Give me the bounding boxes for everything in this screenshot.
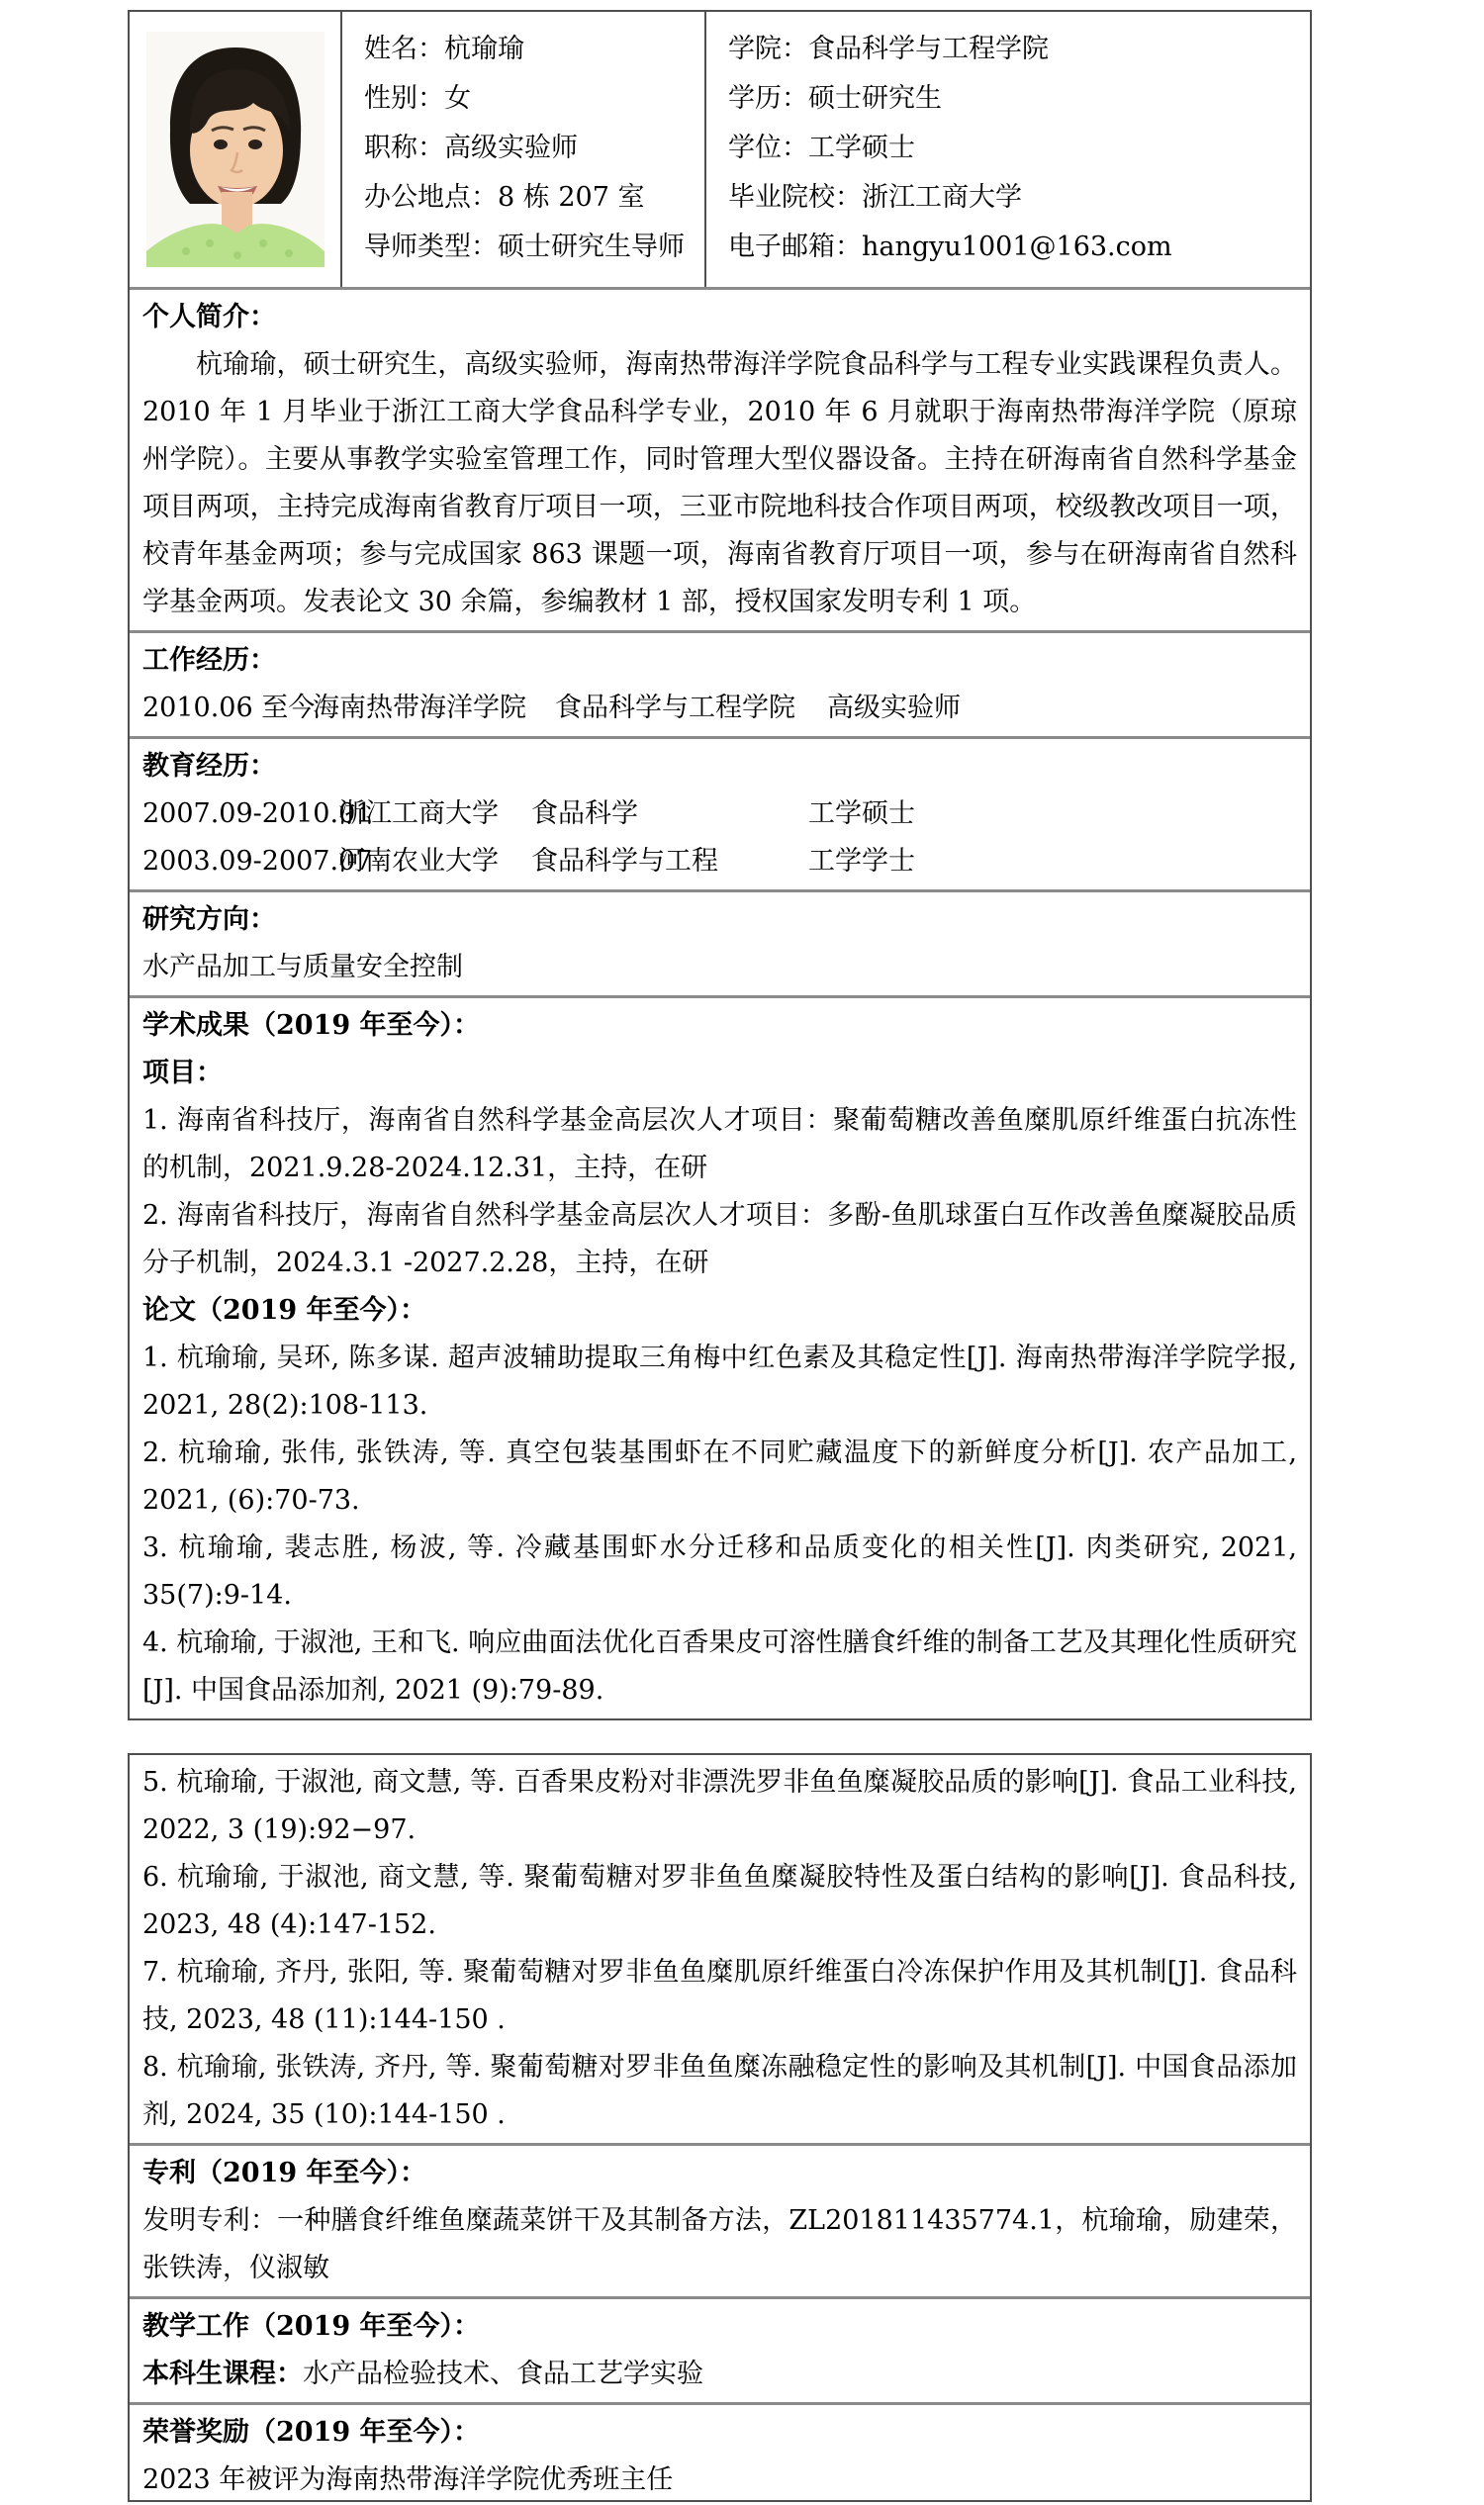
field-college	[728, 25, 1310, 74]
field-name-value: 杭瑜瑜	[444, 34, 524, 64]
section-patents	[130, 2143, 1310, 2296]
section-papers-continued	[130, 1755, 1310, 2143]
profile-photo	[146, 32, 325, 267]
section-title-academic-achievements: 学术成果（2019 年至今）：	[142, 1010, 481, 1041]
paper-item: 3. 杭瑜瑜, 裴志胜, 杨波, 等. 冷藏基围虾水分迁移和品质变化的相关性[J]. 肉类研究, 2021, 35(7):9-14.	[142, 1532, 1297, 1611]
field-alma-mater-value: 浙江工商大学	[862, 182, 1022, 213]
profile-table-page-2	[128, 1753, 1312, 2502]
work-department: 食品科学与工程学院	[555, 693, 795, 723]
education-major: 食品科学与工程	[531, 846, 718, 877]
portrait-photo-illustration	[146, 32, 325, 267]
education-degree: 工学硕士	[808, 798, 915, 829]
research-direction-text: 水产品加工与质量安全控制	[142, 952, 463, 982]
profile-table-page-1	[128, 10, 1312, 1720]
section-title-education-history: 教育经历：	[142, 751, 276, 782]
honor-item: 2023 年被评为海南热带海洋学院优秀班主任	[142, 2464, 674, 2495]
section-teaching-work	[130, 2296, 1310, 2402]
field-email-value: hangyu1001@163.com	[862, 232, 1172, 262]
undergraduate-courses-line	[142, 2351, 1297, 2398]
section-title-teaching-work: 教学工作（2019 年至今）：	[142, 2311, 481, 2342]
section-education-history	[130, 736, 1310, 889]
field-education-level-value: 硕士研究生	[808, 83, 942, 114]
education-school: 河南农业大学	[338, 846, 499, 877]
section-academic-achievements	[130, 995, 1310, 1718]
education-degree: 工学学士	[808, 846, 915, 877]
field-name-label: 姓名：	[364, 34, 444, 64]
project-item: 1. 海南省科技厅，海南省自然科学基金高层次人才项目：聚葡萄糖改善鱼糜肌原纤维蛋白抗冻性的机制，2021.9.28-2024.12.31，主持，在研	[142, 1105, 1297, 1183]
education-time: 2003.09-2007.07	[142, 846, 373, 877]
field-job-title-label: 职称：	[364, 133, 444, 163]
section-title-personal-intro: 个人简介：	[142, 302, 276, 332]
section-research-direction	[130, 889, 1310, 995]
education-major: 食品科学	[531, 798, 638, 829]
work-organization: 海南热带海洋学院	[313, 693, 526, 723]
academic-info-cell	[706, 12, 1310, 287]
field-office-value: 8 栋 207 室	[498, 182, 645, 213]
education-school: 浙江工商大学	[338, 798, 499, 829]
project-item: 2. 海南省科技厅，海南省自然科学基金高层次人才项目：多酚-鱼肌球蛋白互作改善鱼糜凝胶品质分子机制，2024.3.1 -2027.2.28，主持，在研	[142, 1200, 1297, 1278]
education-entry	[142, 790, 1297, 838]
section-honors-awards	[130, 2402, 1310, 2502]
field-education-level	[728, 74, 1310, 124]
field-supervisor-type	[364, 223, 704, 272]
paper-item: 8. 杭瑜瑜, 张铁涛, 齐丹, 等. 聚葡萄糖对罗非鱼鱼糜冻融稳定性的影响及其机制[J]. 中国食品添加剂, 2024, 35 (10):144-150 .	[142, 2052, 1297, 2130]
field-alma-mater	[728, 173, 1310, 223]
field-education-level-label: 学历：	[728, 83, 808, 114]
section-title-honors-awards: 荣誉奖励（2019 年至今）：	[142, 2417, 481, 2448]
patent-item: 发明专利：一种膳食纤维鱼糜蔬菜饼干及其制备方法，ZL201811435774.1，杭瑜瑜，励建荣，张铁涛，仪淑敏	[142, 2205, 1297, 2283]
paper-item: 4. 杭瑜瑜, 于淑池, 王和飞. 响应曲面法优化百香果皮可溶性膳食纤维的制备工艺及其理化性质研究[J]. 中国食品添加剂, 2021 (9):79-89.	[142, 1627, 1297, 1706]
work-experience-entry	[142, 685, 1297, 732]
field-supervisor-type-value: 硕士研究生导师	[498, 232, 685, 262]
field-office	[364, 173, 704, 223]
identity-header-row	[130, 12, 1310, 290]
section-title-work-experience: 工作经历：	[142, 645, 276, 676]
field-email-label: 电子邮箱：	[728, 232, 862, 262]
section-work-experience	[130, 630, 1310, 736]
field-name	[364, 25, 704, 74]
paper-item: 7. 杭瑜瑜, 齐丹, 张阳, 等. 聚葡萄糖对罗非鱼鱼糜肌原纤维蛋白冷冻保护作用及其机制[J]. 食品科技, 2023, 48 (11):144-150 .	[142, 1957, 1297, 2035]
field-college-value: 食品科学与工程学院	[808, 34, 1049, 64]
paper-item: 1. 杭瑜瑜, 吴环, 陈多谋. 超声波辅助提取三角梅中红色素及其稳定性[J]. 海南热带海洋学院学报, 2021, 28(2):108-113.	[142, 1343, 1297, 1421]
work-position: 高级实验师	[827, 693, 961, 723]
basic-info-cell	[342, 12, 706, 287]
field-job-title	[364, 124, 704, 173]
field-gender-value: 女	[444, 83, 471, 114]
field-college-label: 学院：	[728, 34, 808, 64]
undergraduate-courses-value: 水产品检验技术、食品工艺学实验	[303, 2359, 703, 2389]
section-title-patents: 专利（2019 年至今）：	[142, 2158, 427, 2188]
projects-subtitle: 项目：	[142, 1058, 223, 1088]
work-time: 2010.06 至今	[142, 693, 316, 723]
field-gender-label: 性别：	[364, 83, 444, 114]
paper-item: 2. 杭瑜瑜, 张伟, 张铁涛, 等. 真空包装基围虾在不同贮藏温度下的新鲜度分析[J]. 农产品加工, 2021, (6):70-73.	[142, 1438, 1297, 1516]
education-time: 2007.09-2010.01	[142, 798, 373, 829]
personal-intro-paragraph: 杭瑜瑜，硕士研究生，高级实验师，海南热带海洋学院食品科学与工程专业实践课程负责人。2010 年 1 月毕业于浙江工商大学食品科学专业，2010 年 6 月就职于海南热带海洋学院（原琼州学院）。主要从事教学实验室管理工作，同时管理大型仪器设备。主持在研海南省自然科学基金项目两项，主持完成海南省教育厅项目一项，三亚市院地科技合作项目两项，校级教改项目一项，校青年基金两项；参与完成国家 863 课题一项，海南省教育厅项目一项，参与在研海南省自然科学基金两项。发表论文 30 余篇，参编教材 1 部，授权国家发明专利 1 项。	[142, 349, 1297, 617]
undergraduate-courses-label: 本科生课程：	[142, 2359, 303, 2389]
field-alma-mater-label: 毕业院校：	[728, 182, 862, 213]
field-gender	[364, 74, 704, 124]
paper-item: 6. 杭瑜瑜, 于淑池, 商文慧, 等. 聚葡萄糖对罗非鱼鱼糜凝胶特性及蛋白结构的影响[J]. 食品科技, 2023, 48 (4):147-152.	[142, 1862, 1297, 1940]
field-degree	[728, 124, 1310, 173]
field-degree-value: 工学硕士	[808, 133, 915, 163]
field-degree-label: 学位：	[728, 133, 808, 163]
field-email	[728, 223, 1310, 272]
section-personal-intro	[130, 290, 1310, 630]
papers-subtitle: 论文（2019 年至今）：	[142, 1295, 427, 1326]
field-job-title-value: 高级实验师	[444, 133, 578, 163]
field-office-label: 办公地点：	[364, 182, 498, 213]
section-title-research-direction: 研究方向：	[142, 904, 276, 935]
field-supervisor-type-label: 导师类型：	[364, 232, 498, 262]
photo-cell	[130, 12, 342, 287]
paper-item: 5. 杭瑜瑜, 于淑池, 商文慧, 等. 百香果皮粉对非漂洗罗非鱼鱼糜凝胶品质的影响[J]. 食品工业科技, 2022, 3 (19):92−97.	[142, 1767, 1297, 1845]
education-entry	[142, 838, 1297, 885]
